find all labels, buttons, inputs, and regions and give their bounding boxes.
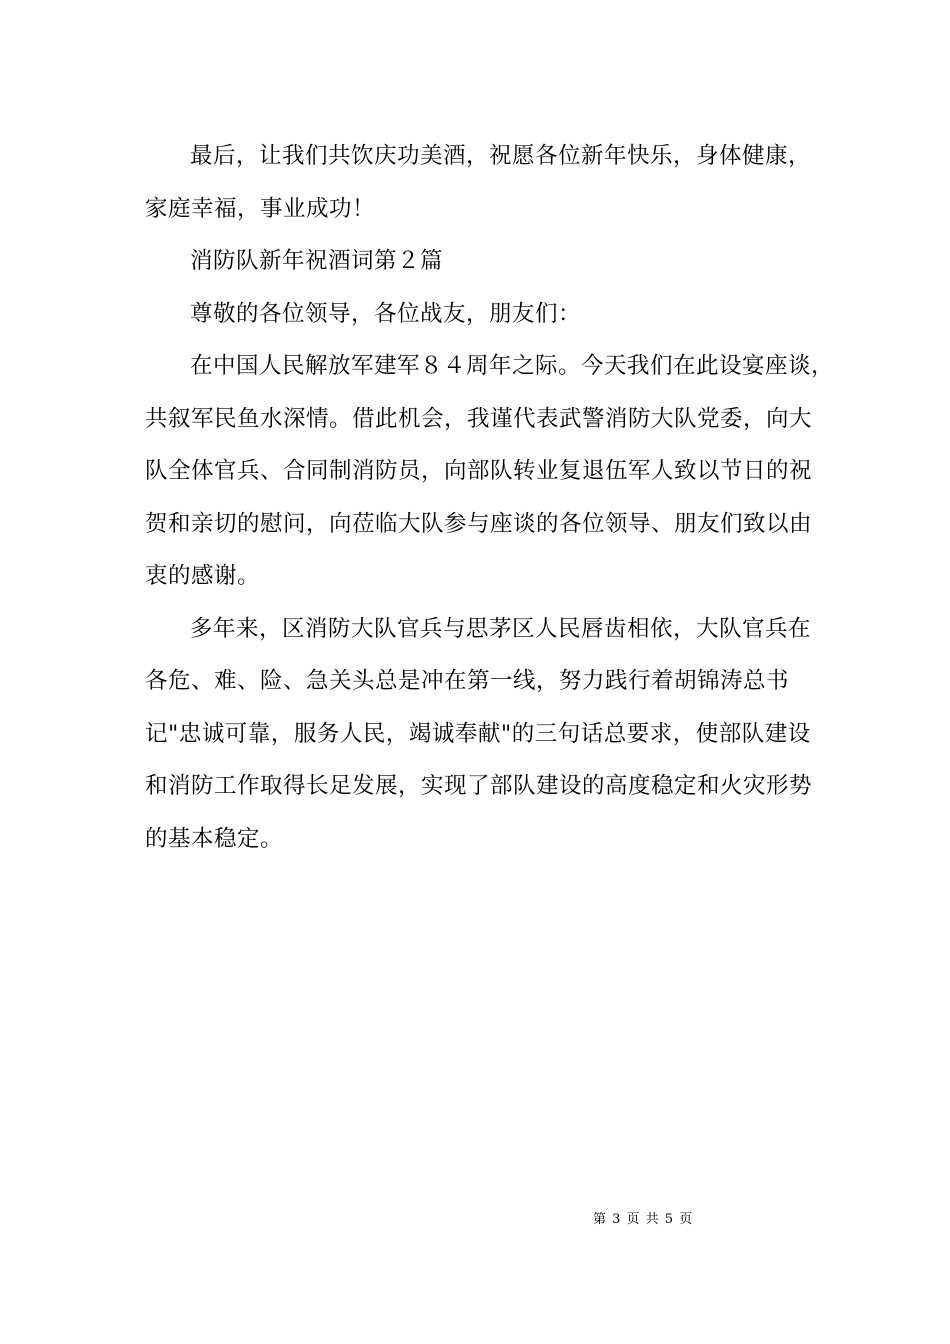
page-number-label: 第 3 页 共 5 页 <box>593 1212 694 1227</box>
text-line: 的基本稳定。 <box>145 825 284 852</box>
text-line: 衷的感谢。 <box>145 563 261 589</box>
text-line: 队全体官兵、合同制消防员，向部队转业复退伍军人致以节日的祝 <box>145 458 813 484</box>
section-heading <box>145 235 810 288</box>
text-line: 消防队新年祝酒词第２篇 <box>190 248 444 274</box>
text-line: 在中国人民解放军建军８４周年之际。今天我们在此设宴座谈， <box>190 353 835 379</box>
text-line: 和消防工作取得长足发展，实现了部队建设的高度稳定和火灾形势 <box>145 773 813 799</box>
text-line: 各危、难、险、急关头总是冲在第一线，努力践行着胡锦涛总书 <box>145 668 790 694</box>
text-line: 贺和亲切的慰问，向莅临大队参与座谈的各位领导、朋友们致以由 <box>145 510 813 537</box>
text-line: 尊敬的各位领导，各位战友，朋友们： <box>190 300 582 327</box>
text-line: 记"忠诚可靠，服务人民，竭诚奉献"的三句话总要求，使部队建设 <box>145 720 811 747</box>
text-line: 多年来，区消防大队官兵与思茅区人民唇齿相依，大队官兵在 <box>190 615 812 642</box>
paragraph-closing-toast <box>145 130 810 235</box>
text-line: 家庭幸福，事业成功！ <box>145 195 376 222</box>
document-body <box>145 130 835 865</box>
text-line: 最后，让我们共饮庆功美酒，祝愿各位新年快乐，身体健康， <box>190 143 812 169</box>
paragraph-salutation <box>145 288 810 341</box>
text-line: 共叙军民鱼水深情。借此机会，我谨代表武警消防大队党委，向大 <box>145 405 813 432</box>
paragraph-anniversary <box>145 340 835 603</box>
paragraph-achievements <box>145 603 813 866</box>
